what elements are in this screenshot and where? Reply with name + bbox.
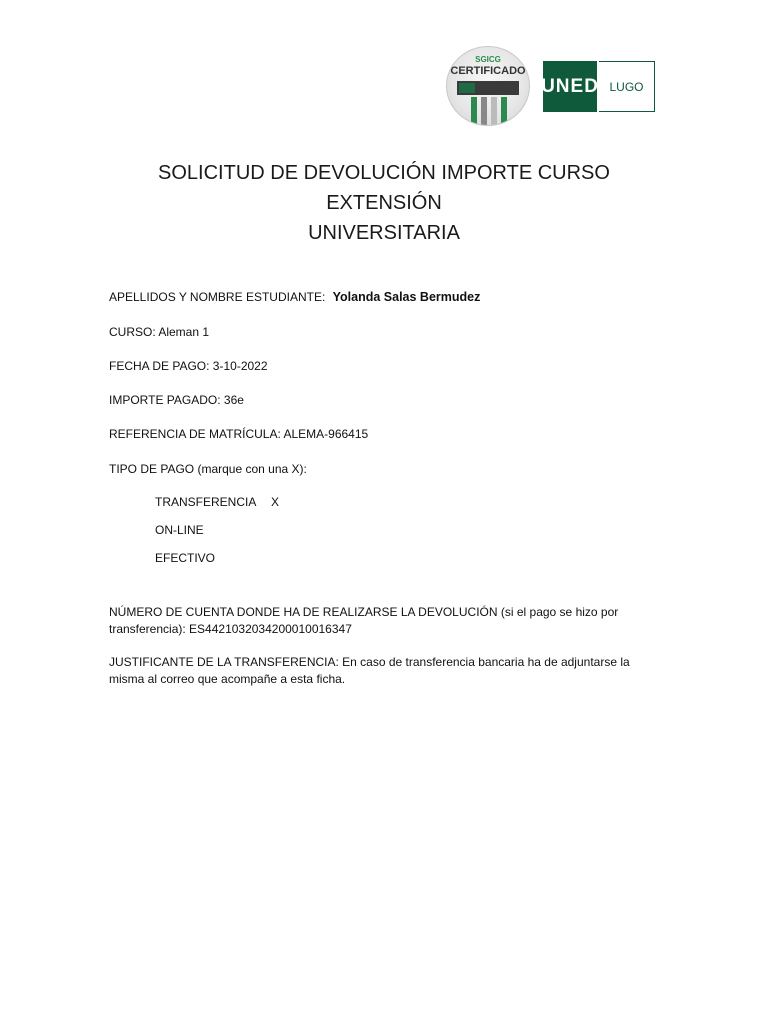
sgicg-certified-seal — [446, 46, 530, 126]
document-title — [100, 158, 668, 248]
seal-stripe — [491, 97, 497, 126]
title-line-2: UNIVERSITARIA — [308, 222, 460, 244]
payment-option-label: ON-LINE — [155, 523, 204, 537]
student-name-label: APELLIDOS Y NOMBRE ESTUDIANTE: — [109, 290, 326, 304]
account-number-field — [109, 604, 669, 638]
seal-stripe — [501, 97, 507, 126]
seal-stripe — [481, 97, 487, 126]
title-line-1: SOLICITUD DE DEVOLUCIÓN IMPORTE CURSO EXTENSIÓN — [158, 162, 610, 214]
payment-option-label: EFECTIVO — [155, 551, 216, 565]
seal-main-text: CERTIFICADO — [450, 65, 526, 77]
account-line-2: transferencia): ES4421032034200010016347 — [109, 622, 352, 636]
uned-logo: UNED — [543, 61, 597, 112]
student-name-field — [109, 289, 480, 306]
account-line-1: NÚMERO DE CUENTA DONDE HA DE REALIZARSE LA DEVOLUCIÓN (si el pago se hizo por — [109, 605, 619, 619]
justificante-line-2: misma al correo que acompañe a esta ficha. — [109, 672, 346, 686]
tipo-pago-field: TIPO DE PAGO (marque con una X): — [109, 462, 307, 476]
payment-option-online — [155, 523, 204, 537]
justificante-line-1: JUSTIFICANTE DE LA TRANSFERENCIA: En caso de transferencia bancaria ha de adjuntarse la — [109, 655, 630, 669]
seal-stripe — [471, 97, 477, 126]
fecha-pago-field: FECHA DE PAGO: 3-10-2022 — [109, 359, 268, 373]
curso-field: CURSO: Aleman 1 — [109, 325, 210, 339]
seal-top-text: SGICG — [475, 55, 501, 64]
payment-option-transferencia — [155, 495, 279, 509]
payment-option-efectivo — [155, 551, 215, 565]
payment-option-label: TRANSFERENCIA — [155, 495, 256, 509]
importe-field: IMPORTE PAGADO: 36e — [109, 393, 244, 407]
justificante-field — [109, 654, 669, 688]
payment-option-mark: X — [271, 495, 280, 509]
referencia-field: REFERENCIA DE MATRÍCULA: ALEMA-966415 — [109, 427, 369, 441]
seal-bar — [457, 81, 519, 95]
student-name-value: Yolanda Salas Bermudez — [332, 290, 481, 304]
lugo-logo: LUGO — [599, 61, 655, 112]
